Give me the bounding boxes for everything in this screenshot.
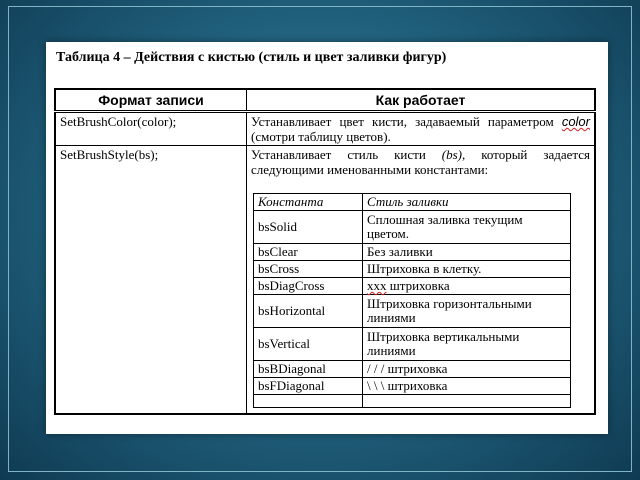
row-how-cell <box>247 146 596 415</box>
style-cell: Сплошная заливка текущим цветом. <box>363 211 571 244</box>
blank-cell <box>254 395 363 408</box>
row-format-cell: SetBrushStyle(bs); <box>55 146 247 415</box>
how-text: Устанавливает цвет кисти, задаваемый параметром <box>251 114 562 129</box>
constant-cell: bsSolid <box>254 211 363 244</box>
table-row <box>55 146 595 415</box>
how-param: (bs) <box>441 147 462 162</box>
inner-row <box>254 328 571 361</box>
brush-style-constants-table <box>253 193 571 408</box>
constant-cell: bsHorizontal <box>254 295 363 328</box>
how-param: color <box>561 114 590 129</box>
row-format-cell: SetBrushColor(color); <box>55 112 247 146</box>
style-cell: Штриховка вертикальными линиями <box>363 328 571 361</box>
inner-row <box>254 278 571 295</box>
inner-row <box>254 295 571 328</box>
inner-row <box>254 244 571 261</box>
style-cell: Без заливки <box>363 244 571 261</box>
constant-cell: bsCross <box>254 261 363 278</box>
constant-cell: bsFDiagonal <box>254 378 363 395</box>
how-text: , который задается следующими именованными константами: <box>251 147 591 177</box>
inner-row <box>254 211 571 244</box>
constant-cell: bsBDiagonal <box>254 361 363 378</box>
inner-row <box>254 361 571 378</box>
style-cell: Штриховка в клетку. <box>363 261 571 278</box>
style-mark: xxx <box>367 278 387 293</box>
brush-actions-table <box>54 88 596 415</box>
table-row <box>55 112 595 146</box>
inner-blank-row <box>254 395 571 408</box>
constant-cell: bsVertical <box>254 328 363 361</box>
header-format: Формат записи <box>55 89 247 112</box>
how-text: Устанавливает стиль кисти <box>251 147 442 162</box>
style-cell: Штриховка горизонтальными линиями <box>363 295 571 328</box>
inner-row <box>254 261 571 278</box>
style-cell: / / / штриховка <box>363 361 571 378</box>
how-paragraph <box>251 147 590 177</box>
inner-header-row <box>254 194 571 211</box>
header-how: Как работает <box>247 89 596 112</box>
inner-row <box>254 378 571 395</box>
blank-cell <box>363 395 571 408</box>
table-title: Таблица 4 – Действия с кистью (стиль и цвет заливки фигур) <box>56 50 447 65</box>
how-text: (смотри таблицу цветов). <box>251 129 391 144</box>
row-how-cell <box>247 112 596 146</box>
inner-header-style: Стиль заливки <box>363 194 571 211</box>
constant-cell: bsClear <box>254 244 363 261</box>
document-page <box>46 42 608 434</box>
table-header-row <box>55 89 595 112</box>
constant-cell: bsDiagCross <box>254 278 363 295</box>
style-text: штриховка <box>386 278 450 293</box>
style-cell: \ \ \ штриховка <box>363 378 571 395</box>
inner-header-constant: Константа <box>254 194 363 211</box>
style-cell <box>363 278 571 295</box>
